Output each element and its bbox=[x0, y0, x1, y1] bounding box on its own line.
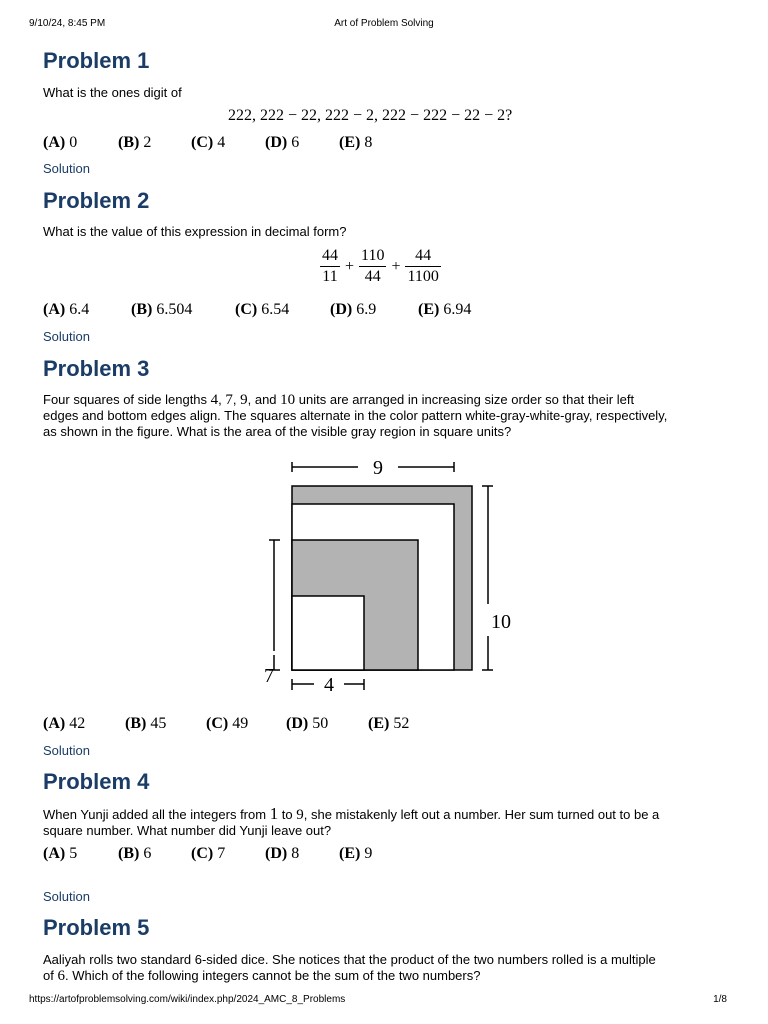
choice-d[interactable]: (D) 6.9 bbox=[330, 301, 377, 318]
choice-d[interactable]: (D) 8 bbox=[265, 845, 300, 862]
choice-e[interactable]: (E) 8 bbox=[339, 134, 373, 151]
choice-d[interactable]: (D) 50 bbox=[286, 715, 329, 732]
problem-4-solution-link[interactable]: Solution bbox=[43, 889, 90, 904]
print-page-number: 1/8 bbox=[713, 994, 727, 1005]
choice-a[interactable]: (A) 5 bbox=[43, 845, 78, 862]
print-footer bbox=[29, 994, 739, 1008]
problem-5-text: Aaliyah rolls two standard 6-sided dice. She notices that the product of the two numbers rolled is a multiple of 6. Which of the following integers cannot be the sum of the two numbers? bbox=[43, 952, 656, 984]
choice-a[interactable]: (A) 0 bbox=[43, 134, 78, 151]
fraction-2: $\frac{110}{44}$ bbox=[361, 247, 385, 285]
problem-1-heading: Problem 1 bbox=[43, 48, 150, 73]
choice-a[interactable]: (A) 42 bbox=[43, 715, 86, 732]
problem-1-choices bbox=[43, 134, 372, 152]
choice-a[interactable]: (A) 6.4 bbox=[43, 301, 90, 318]
choice-b[interactable]: (B) 45 bbox=[125, 715, 167, 732]
problem-5-heading: Problem 5 bbox=[43, 915, 150, 940]
choice-d[interactable]: (D) 6 bbox=[265, 134, 300, 151]
square-4 bbox=[292, 596, 364, 670]
fraction-1: $\frac{44}{11}$ bbox=[322, 247, 338, 285]
problem-2-text: What is the value of this expression in decimal form? bbox=[43, 224, 347, 239]
choice-b[interactable]: (B) 2 bbox=[118, 134, 152, 151]
problem-2-formula: $\frac{44}{11}$ + $\frac{110}{44}$ + $\frac{44}{1100}$ bbox=[322, 247, 439, 285]
print-datetime: 9/10/24, 8:45 PM bbox=[29, 18, 106, 29]
choice-c[interactable]: (C) 6.54 bbox=[235, 301, 290, 318]
choice-e[interactable]: (E) 52 bbox=[368, 715, 410, 732]
problem-4-heading: Problem 4 bbox=[43, 769, 150, 794]
problem-2-choices bbox=[43, 301, 471, 319]
choice-c[interactable]: (C) 4 bbox=[191, 134, 226, 151]
problem-2-heading: Problem 2 bbox=[43, 188, 150, 213]
label-10: 10 bbox=[491, 611, 511, 633]
nested-squares-figure bbox=[264, 453, 522, 703]
problem-3-solution-link[interactable]: Solution bbox=[43, 743, 90, 758]
problem-1-solution-link[interactable]: Solution bbox=[43, 161, 90, 176]
problem-4-choices bbox=[43, 845, 372, 863]
problem-1-formula: 222, 222 − 22, 222 − 2, 222 − 222 − 22 − 2? bbox=[228, 107, 513, 124]
problem-3-choices bbox=[43, 715, 409, 733]
label-9: 9 bbox=[373, 457, 383, 479]
problem-2-solution-link[interactable]: Solution bbox=[43, 329, 90, 344]
problem-3-text: Four squares of side lengths 4, 7, 9, and 10 units are arranged in increasing size order so that their left edges and bottom edges align. The squares alternate in the color pattern white-gray-white-gray, respectively, as shown in the figure. What is the area of the visible gray region in square units? bbox=[43, 392, 668, 439]
print-url: https://artofproblemsolving.com/wiki/index.php/2024_AMC_8_Problems bbox=[29, 994, 346, 1005]
fraction-3: $\frac{44}{1100}$ bbox=[407, 247, 439, 285]
print-header bbox=[29, 18, 739, 32]
choice-e[interactable]: (E) 6.94 bbox=[418, 301, 472, 318]
problem-1-text: What is the ones digit of bbox=[43, 85, 182, 100]
choice-b[interactable]: (B) 6 bbox=[118, 845, 152, 862]
choice-e[interactable]: (E) 9 bbox=[339, 845, 373, 862]
choice-b[interactable]: (B) 6.504 bbox=[131, 301, 193, 318]
label-7: 7 bbox=[264, 665, 274, 687]
choice-c[interactable]: (C) 49 bbox=[206, 715, 249, 732]
problem-4-text: When Yunji added all the integers from 1 to 9, she mistakenly left out a number. Her sum turned out to be a square number. What number did Yunji leave out? bbox=[43, 804, 660, 838]
print-title: Art of Problem Solving bbox=[334, 18, 434, 29]
label-4: 4 bbox=[324, 674, 334, 696]
choice-c[interactable]: (C) 7 bbox=[191, 845, 226, 862]
problem-3-heading: Problem 3 bbox=[43, 356, 150, 381]
